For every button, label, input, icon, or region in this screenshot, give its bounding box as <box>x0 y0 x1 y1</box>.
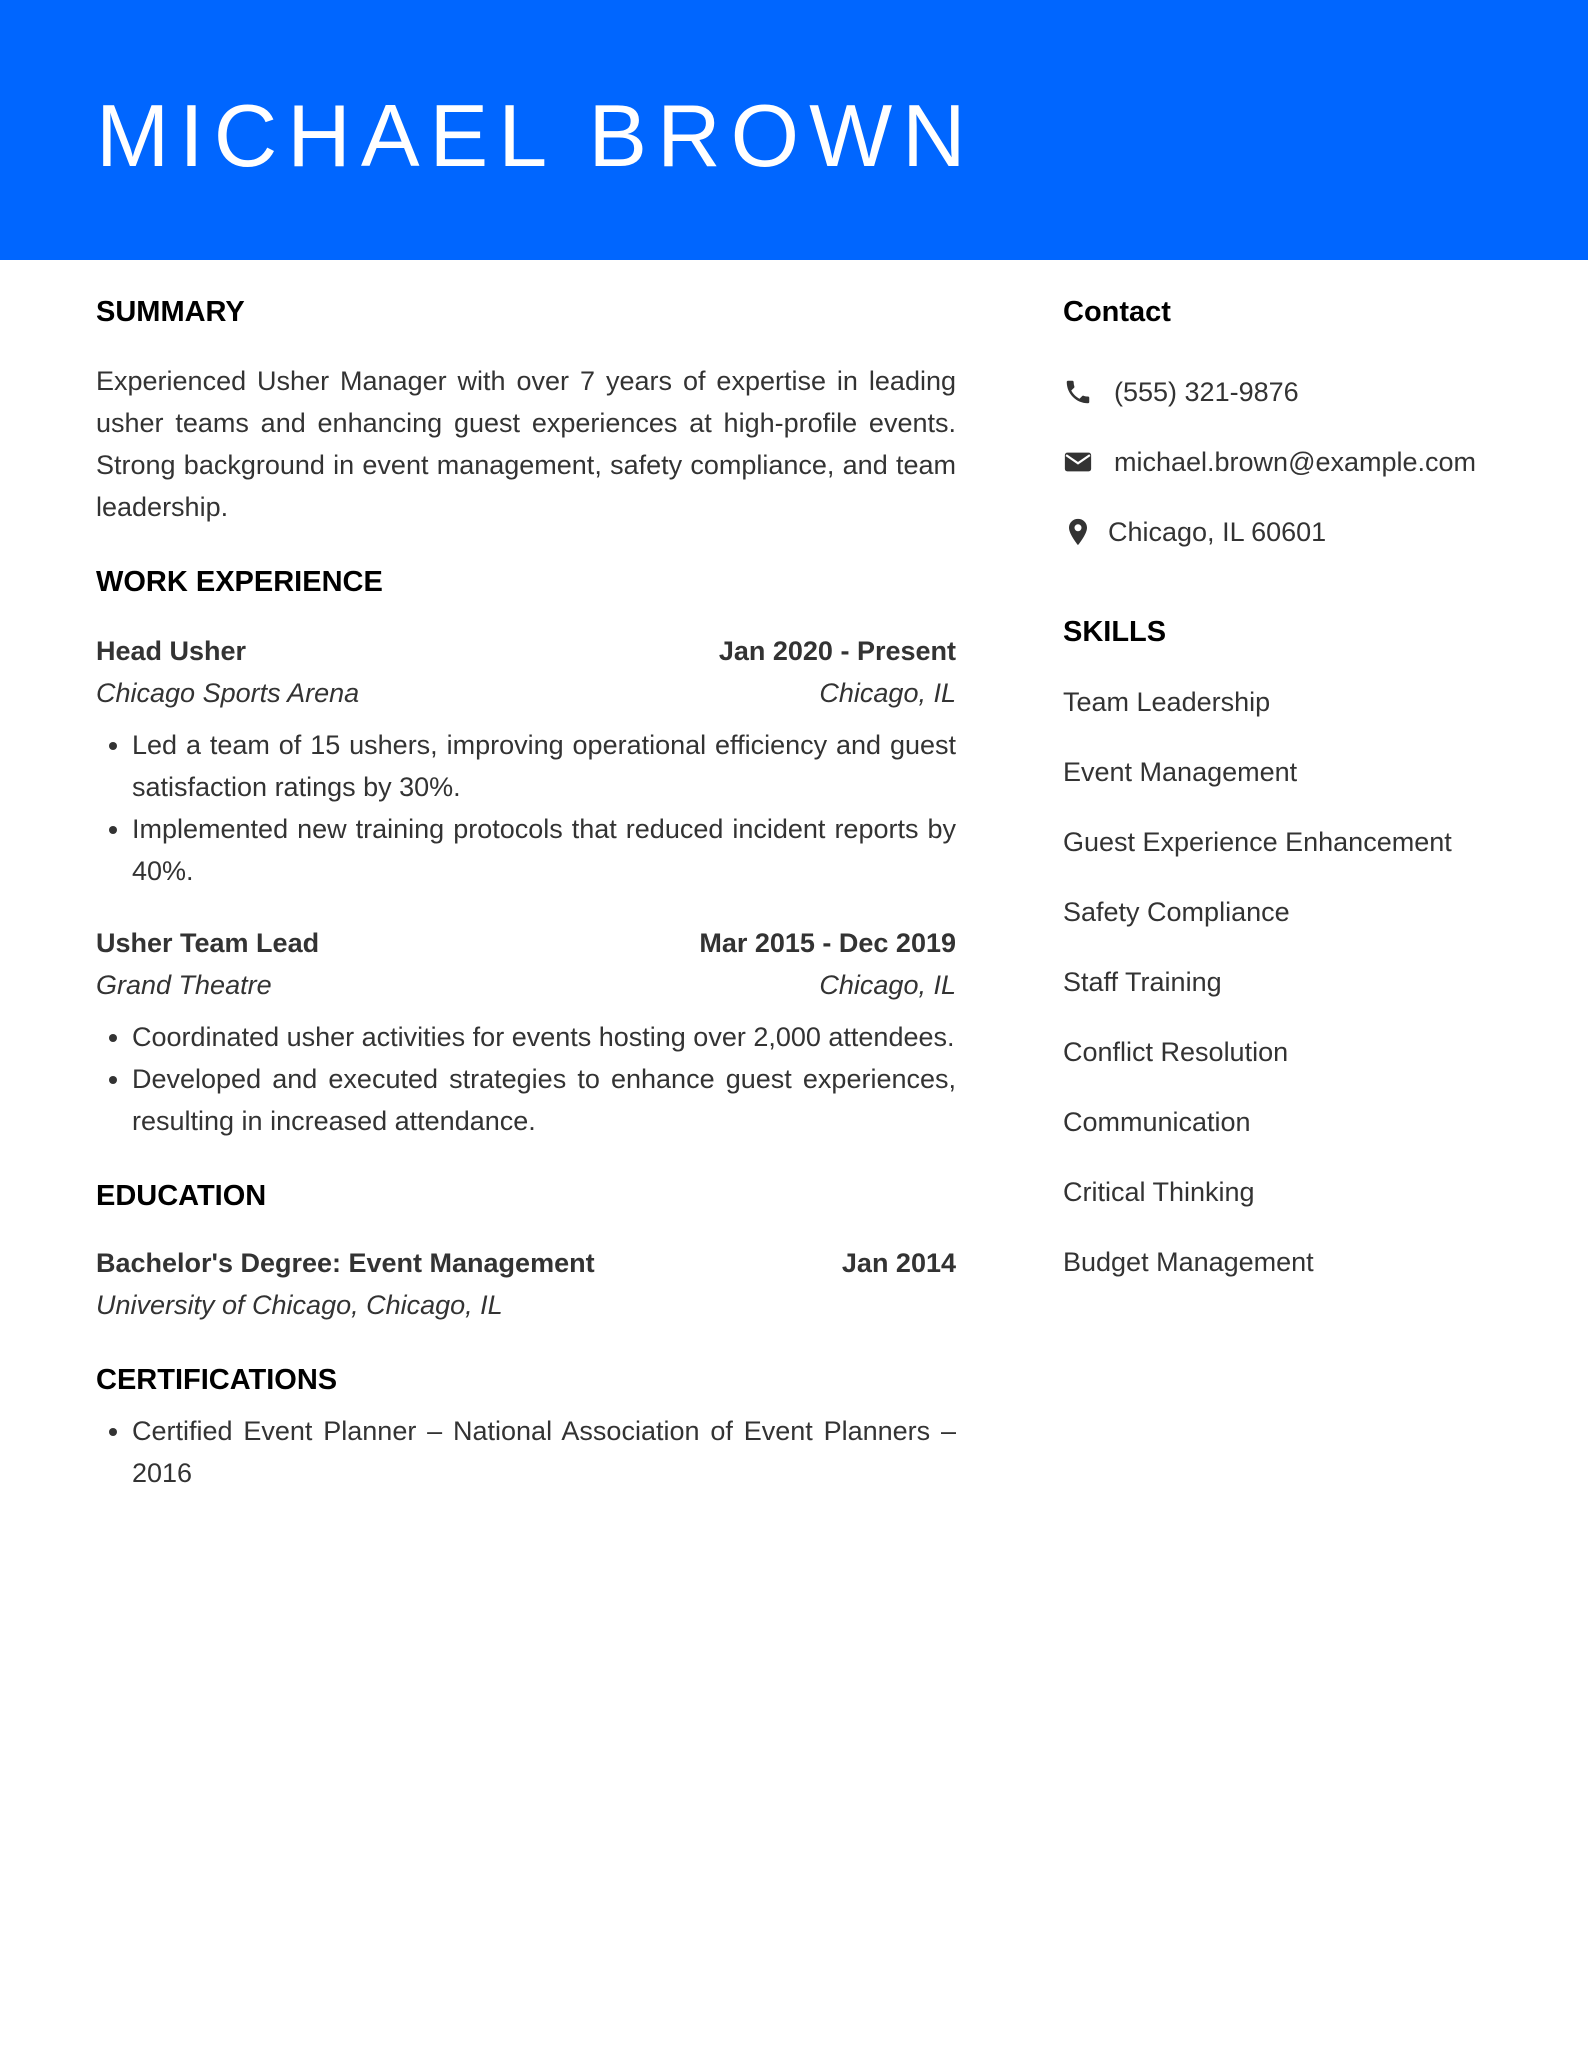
skill-item: Communication <box>1063 1107 1251 1137</box>
job-entry <box>96 922 956 1142</box>
contact-section <box>1063 292 1523 552</box>
header-banner <box>0 0 1588 260</box>
candidate-name: MICHAEL BROWN <box>96 86 976 185</box>
skill-item: Critical Thinking <box>1063 1177 1255 1207</box>
phone-icon <box>1063 377 1093 407</box>
job-entry <box>96 630 956 892</box>
skill-item: Staff Training <box>1063 967 1222 997</box>
skills-list <box>1063 682 1523 1282</box>
job-bullet: • Implemented new training protocols that reduced incident reports by 40%. <box>132 808 956 892</box>
contact-location <box>1063 512 1523 552</box>
certifications-list <box>96 1410 956 1494</box>
job-dates: Jan 2020 - Present <box>718 636 956 666</box>
main-column <box>96 292 956 1494</box>
certifications-section <box>96 1360 956 1494</box>
school: University of Chicago, Chicago, IL <box>96 1290 503 1320</box>
job-bullet: • Led a team of 15 ushers, improving operational efficiency and guest satisfaction ratings by 30%. <box>132 724 956 808</box>
certifications-heading: CERTIFICATIONS <box>96 1364 338 1396</box>
education-heading: EDUCATION <box>96 1180 267 1212</box>
education-entry <box>96 1242 956 1326</box>
skill-item: Guest Experience Enhancement <box>1063 827 1452 857</box>
job-location: Chicago, IL <box>819 970 956 1000</box>
skill-item: Safety Compliance <box>1063 897 1290 927</box>
job-bullets <box>96 1016 956 1142</box>
certification-item: • Certified Event Planner – National Association of Event Planners – 2016 <box>132 1410 956 1494</box>
education-section <box>96 1176 956 1326</box>
skills-heading: SKILLS <box>1063 616 1167 648</box>
email-address: michael.brown@example.com <box>1114 447 1477 477</box>
skill-item: Event Management <box>1063 757 1298 787</box>
contact-phone <box>1063 372 1523 412</box>
education-date: Jan 2014 <box>841 1248 956 1278</box>
job-dates: Mar 2015 - Dec 2019 <box>699 928 956 958</box>
skills-section <box>1063 612 1523 1282</box>
job-company: Chicago Sports Arena <box>96 678 360 708</box>
summary-text: Experienced Usher Manager with over 7 years of expertise in leading usher teams and enhancing guest experiences at high-profile events. Strong background in event management, safety compliance, and team leadership. <box>96 366 956 522</box>
skill-item: Team Leadership <box>1063 687 1271 717</box>
skill-item: Conflict Resolution <box>1063 1037 1289 1067</box>
job-title: Head Usher <box>96 636 247 666</box>
job-bullets <box>96 724 956 892</box>
work-experience-section <box>96 562 956 1142</box>
degree: Bachelor's Degree: Event Management <box>96 1248 595 1278</box>
work-experience-heading: WORK EXPERIENCE <box>96 566 383 598</box>
skill-item: Budget Management <box>1063 1247 1314 1277</box>
job-company: Grand Theatre <box>96 970 272 1000</box>
sidebar <box>1063 292 1523 1282</box>
job-location: Chicago, IL <box>819 678 956 708</box>
summary-heading: SUMMARY <box>96 296 245 328</box>
summary-section <box>96 292 956 528</box>
phone-number: (555) 321-9876 <box>1114 377 1299 407</box>
job-bullet: • Developed and executed strategies to enhance guest experiences, resulting in increased attendance. <box>132 1058 956 1142</box>
map-marker-icon <box>1063 517 1093 547</box>
job-title: Usher Team Lead <box>96 928 320 958</box>
contact-heading: Contact <box>1063 296 1171 328</box>
job-bullet: • Coordinated usher activities for events hosting over 2,000 attendees. <box>132 1016 956 1058</box>
location-text: Chicago, IL 60601 <box>1108 517 1327 547</box>
envelope-icon <box>1063 447 1093 477</box>
contact-email <box>1063 442 1523 482</box>
